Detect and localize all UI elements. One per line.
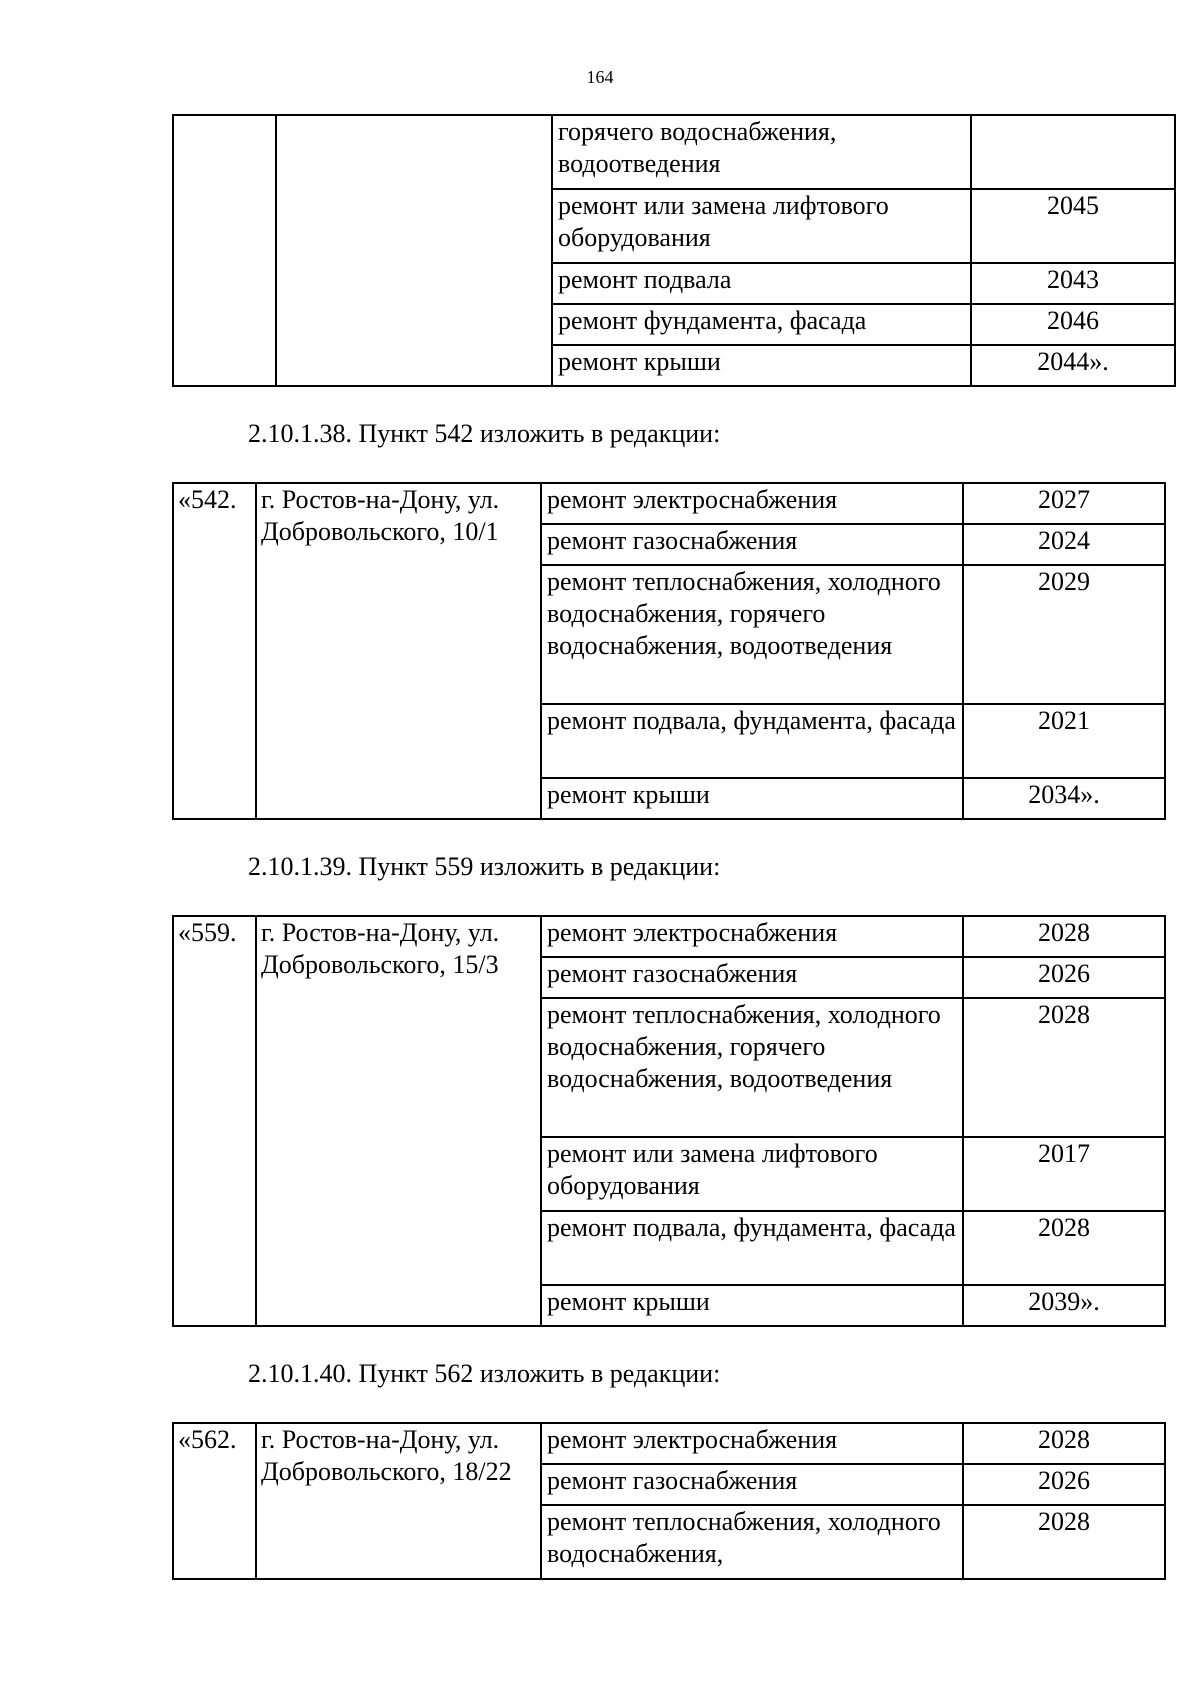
year-cell: 2026 xyxy=(963,957,1165,998)
year-cell: 2046 xyxy=(971,304,1175,345)
continuation-table xyxy=(172,114,1176,387)
address-cell: г. Ростов-на-Дону, ул. Добровольского, 15/3 xyxy=(256,916,541,1326)
work-cell: ремонт теплоснабжения, холодного водоснабжения, горячего водоснабжения, водоотведения xyxy=(541,565,963,704)
address-cell xyxy=(276,115,552,386)
section-heading: 2.10.1.39. Пункт 559 изложить в редакции: xyxy=(248,852,721,881)
page-number: 164 xyxy=(586,67,614,87)
work-cell: ремонт электроснабжения xyxy=(541,916,963,957)
year-cell: 2021 xyxy=(963,704,1165,778)
work-cell: ремонт крыши xyxy=(541,778,963,819)
item-table xyxy=(172,482,1166,820)
work-cell: ремонт подвала, фундамента, фасада xyxy=(541,1211,963,1285)
year-cell: 2026 xyxy=(963,1464,1165,1505)
year-cell: 2017 xyxy=(963,1137,1165,1211)
table-row xyxy=(173,1423,1165,1464)
work-cell: горячего водоснабжения, водоотведения xyxy=(552,115,971,189)
item-number: «562. xyxy=(173,1423,256,1579)
year-cell: 2028 xyxy=(963,998,1165,1137)
work-cell: ремонт крыши xyxy=(552,345,971,386)
year-cell: 2029 xyxy=(963,565,1165,704)
year-cell: 2045 xyxy=(971,189,1175,263)
year-cell: 2039». xyxy=(963,1285,1165,1326)
work-cell: ремонт теплоснабжения, холодного водоснабжения, горячего водоснабжения, водоотведения xyxy=(541,998,963,1137)
item-number: «559. xyxy=(173,916,256,1326)
work-cell: ремонт газоснабжения xyxy=(541,524,963,565)
work-cell: ремонт крыши xyxy=(541,1285,963,1326)
table-row xyxy=(173,483,1165,524)
year-cell: 2024 xyxy=(963,524,1165,565)
number-cell xyxy=(173,115,276,386)
year-cell: 2034». xyxy=(963,778,1165,819)
table-row xyxy=(173,115,1175,189)
work-cell: ремонт или замена лифтового оборудования xyxy=(541,1137,963,1211)
section-heading: 2.10.1.38. Пункт 542 изложить в редакции: xyxy=(248,419,721,448)
year-cell: 2043 xyxy=(971,263,1175,304)
item-table xyxy=(172,915,1166,1327)
work-cell: ремонт электроснабжения xyxy=(541,1423,963,1464)
work-cell: ремонт электроснабжения xyxy=(541,483,963,524)
work-cell: ремонт фундамента, фасада xyxy=(552,304,971,345)
year-cell: 2027 xyxy=(963,483,1165,524)
year-cell: 2028 xyxy=(963,916,1165,957)
item-table xyxy=(172,1422,1166,1580)
work-cell: ремонт газоснабжения xyxy=(541,1464,963,1505)
work-cell: ремонт газоснабжения xyxy=(541,957,963,998)
item-number: «542. xyxy=(173,483,256,819)
year-cell xyxy=(971,115,1175,189)
section-heading: 2.10.1.40. Пункт 562 изложить в редакции: xyxy=(248,1359,721,1388)
year-cell: 2028 xyxy=(963,1505,1165,1579)
work-cell: ремонт или замена лифтового оборудования xyxy=(552,189,971,263)
work-cell: ремонт подвала, фундамента, фасада xyxy=(541,704,963,778)
table-row xyxy=(173,916,1165,957)
address-cell: г. Ростов-на-Дону, ул. Добровольского, 10/1 xyxy=(256,483,541,819)
year-cell: 2028 xyxy=(963,1211,1165,1285)
address-cell: г. Ростов-на-Дону, ул. Добровольского, 18/22 xyxy=(256,1423,541,1579)
work-cell: ремонт подвала xyxy=(552,263,971,304)
year-cell: 2028 xyxy=(963,1423,1165,1464)
work-cell: ремонт теплоснабжения, холодного водоснабжения, xyxy=(541,1505,963,1579)
year-cell: 2044». xyxy=(971,345,1175,386)
